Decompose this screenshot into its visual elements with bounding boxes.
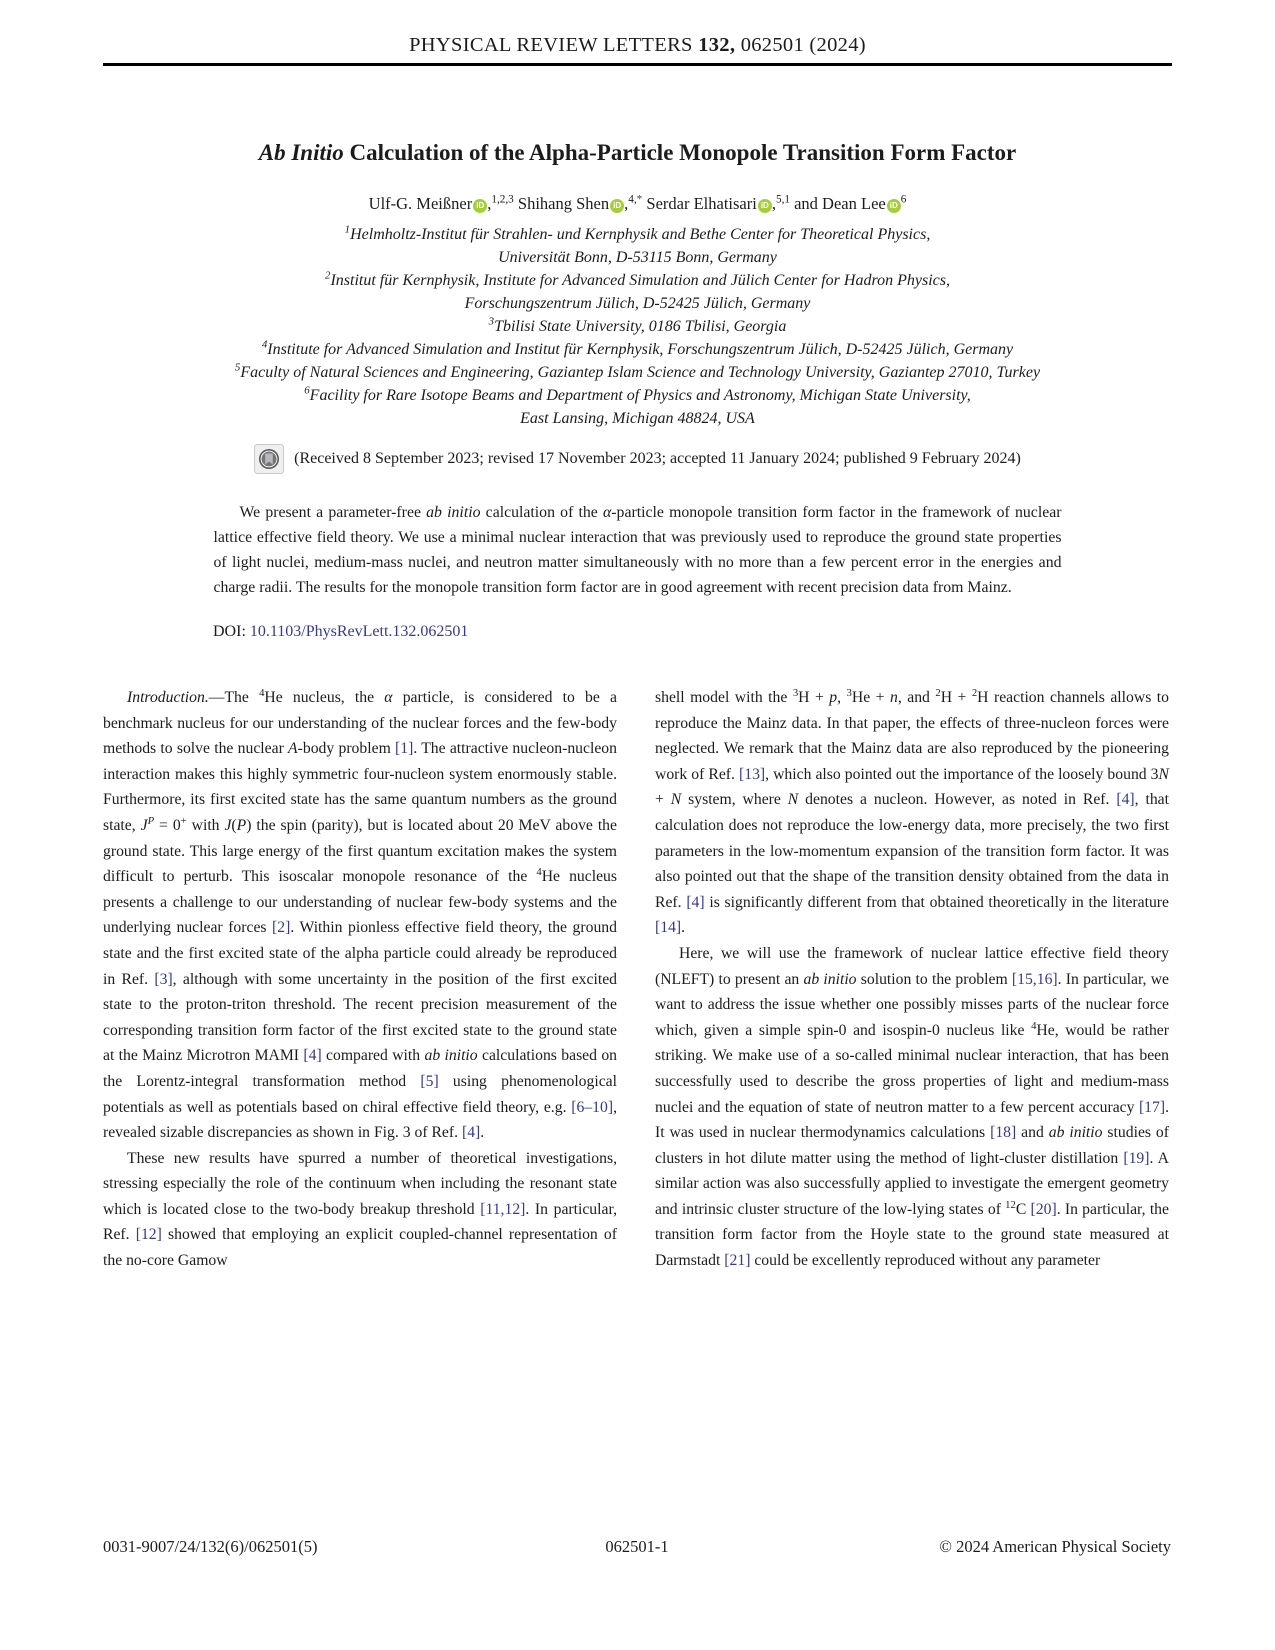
citation-link[interactable]: [4] bbox=[461, 1124, 481, 1142]
affiliation-line: $^6$Facility for Rare Isotope Beams and Department of Physics and Astronomy, Michigan State University, bbox=[304, 384, 971, 404]
right-column bbox=[655, 685, 1169, 1274]
citation-link[interactable]: [2] bbox=[272, 919, 291, 937]
footnote-asterisk-link[interactable]: * bbox=[636, 193, 643, 206]
citation-link[interactable]: [1] bbox=[395, 740, 414, 758]
citation-link[interactable]: [14] bbox=[655, 919, 682, 937]
doi-line bbox=[213, 623, 1172, 641]
citation-link[interactable]: [6–10] bbox=[571, 1098, 614, 1116]
affiliations bbox=[103, 223, 1172, 430]
header-rule bbox=[103, 63, 1172, 66]
paragraph: These new results have spurred a number of theoretical investigations, stressing especially the role of the continuum when including the resonant state which is located close to the two-body breakup threshold [11,12]. In particular, Ref. [12] showed that employing an explicit coupled-channel representation of the no-core Gamow bbox=[103, 1149, 617, 1270]
body-columns bbox=[103, 685, 1172, 1274]
citation-link[interactable]: [4] bbox=[303, 1047, 322, 1065]
paragraph: Here, we will use the framework of nuclear lattice effective field theory (NLEFT) to present an ab initio solution to the problem [15,16]. In particular, we want to address the issue whether one possibly misses parts of the nuclear force which, given a simple spin-0 and isospin-0 nucleus like $^4$He, would be rather striking. We make use of a so-called minimal nuclear interaction, that has been successfully used to describe the gross properties of light and medium-mass nuclei and the equation of state of neutron matter to a few percent accuracy [17]. It was used in nuclear thermodynamics calculations [18] and ab initio studies of clusters in hot dilute matter using the method of light-cluster distillation [19]. A similar action was also successfully applied to investigate the emergent geometry and intrinsic cluster structure of the low-lying states of $^{12}$C [20]. In particular, the transition form factor from the Hoyle state to the ground state measured at Darmstadt [21] could be excellently reproduced without any parameter bbox=[655, 944, 1170, 1270]
orcid-icon[interactable]: iD bbox=[758, 199, 772, 213]
journal-header: PHYSICAL REVIEW LETTERS 132, 062501 (2024) bbox=[409, 34, 866, 56]
citation-link[interactable]: [15,16] bbox=[1011, 970, 1058, 988]
footer bbox=[103, 1537, 1171, 1557]
copyright-notice: © 2024 American Physical Society bbox=[939, 1537, 1171, 1556]
orcid-icon[interactable]: iD bbox=[473, 199, 487, 213]
paragraph-introduction: Introduction.—The $^4$He nucleus, the α particle, is considered to be a benchmark nucleus for our understanding of the nuclear forces and the few-body methods to solve the nuclear A-body problem [1]. The attractive nucleon-nucleon interaction makes this highly symmetric four-nucleon system enormously stable. Furthermore, its first excited state has the same quantum numbers as the ground state, $J^P = 0^+$ with J(P) the spin (parity), but is located about 20 MeV above the ground state. This large energy of the first quantum excitation makes the system difficult to perturb. This isoscalar monopole resonance of the $^4$He nucleus presents a challenge to our understanding of nuclear few-body systems and the underlying nuclear forces [2]. Within pionless effective field theory, the ground state and the first excited state of the alpha particle could already be reproduced in Ref. [3], although with some uncertainty in the position of the first excited state to the proton-triton threshold. The recent precision measurement of the corresponding transition form factor of the first excited state to the ground state at the Mainz Microtron MAMI [4] compared with ab initio calculations based on the Lorentz-integral transformation method [5] using phenomenological potentials as well as potentials based on chiral effective field theory, e.g. [6–10], revealed sizable discrepancies as shown in Fig. 3 of Ref. [4]. bbox=[103, 686, 618, 1142]
citation-link[interactable]: [20] bbox=[1030, 1200, 1057, 1218]
citation-link[interactable]: [4] bbox=[686, 893, 705, 911]
doi-link[interactable]: 10.1103/PhysRevLett.132.062501 bbox=[249, 623, 469, 640]
citation-link[interactable]: [5] bbox=[420, 1072, 439, 1090]
affiliation-line: $^5$Faculty of Natural Sciences and Engineering, Gaziantep Islam Science and Technology University, Gaziantep 27010, Turkey bbox=[234, 361, 1041, 381]
affiliation-line: Forschungszentrum Jülich, D-52425 Jülich, Germany bbox=[464, 295, 811, 312]
issn-code: 0031-9007/24/132(6)/062501(5) bbox=[103, 1537, 318, 1556]
citation-link[interactable]: [18] bbox=[990, 1124, 1017, 1142]
citation-link[interactable]: [4] bbox=[1116, 791, 1135, 809]
affiliation-line: East Lansing, Michigan 48824, USA bbox=[520, 410, 755, 427]
left-column bbox=[103, 685, 617, 1274]
citation-link[interactable]: [11,12] bbox=[480, 1200, 526, 1218]
affiliation-line: $^4$Institute for Advanced Simulation and Institut für Kernphysik, Forschungszentrum Jülich, D-52425 Jülich, Germany bbox=[261, 338, 1014, 358]
affiliation-line: $^2$Institut für Kernphysik, Institute for Advanced Simulation and Jülich Center for Hadron Physics, bbox=[325, 269, 950, 289]
doi-label: DOI: bbox=[213, 623, 250, 640]
orcid-icon[interactable]: iD bbox=[887, 199, 901, 213]
citation-link[interactable]: [17] bbox=[1138, 1098, 1166, 1116]
authors-line: Ulf-G. Meißner iD ,$^{1,2,3}$ Shihang Shen iD ,$^{4,*}$ Serdar Elhatisari iD ,$^{5,1}$ and Dean Lee iD $^6$ bbox=[368, 193, 907, 213]
citation-link[interactable]: [3] bbox=[154, 970, 173, 988]
paper-title: Ab Initio Calculation of the Alpha-Particle Monopole Transition Form Factor bbox=[258, 140, 1017, 165]
orcid-icon[interactable]: iD bbox=[610, 199, 624, 213]
affiliation-line: $^1$Helmholtz-Institut für Strahlen- und Kernphysik and Bethe Center for Theoretical Physics, bbox=[344, 223, 931, 243]
received-row bbox=[103, 444, 1172, 474]
citation-link[interactable]: [21] bbox=[724, 1252, 751, 1270]
citation-link[interactable]: [19] bbox=[1123, 1149, 1150, 1167]
affiliation-line: $^3$Tbilisi State University, 0186 Tbilisi, Georgia bbox=[488, 315, 787, 335]
citation-link[interactable]: [13] bbox=[739, 765, 766, 783]
page-number: 062501-1 bbox=[605, 1537, 669, 1556]
abstract: We present a parameter-free ab initio calculation of the α-particle monopole transition form factor in the framework of nuclear lattice effective field theory. We use a minimal nuclear interaction that was previously used to reproduce the ground state properties of light nuclei, medium-mass nuclei, and neutron matter simultaneously with no more than a few percent error in the energies and charge radii. The results for the monopole transition form factor are in good agreement with recent precision data from Mainz. bbox=[213, 504, 1062, 596]
crossmark-icon[interactable] bbox=[254, 444, 284, 474]
paragraph-continuation: shell model with the $^3$H + p, $^3$He + n, and $^2$H + $^2$H reaction channels allows to reproduce the Mainz data. In that paper, the effects of three-nucleon forces were neglected. We remark that the Mainz data are also reproduced by the pioneering work of Ref. [13], which also pointed out the importance of the loosely bound 3N + N system, where N denotes a nucleon. However, as noted in Ref. [4], that calculation does not reproduce the low-energy data, more precisely, the two first parameters in the low-momentum expansion of the transition form factor. It was also pointed out that the shape of the transition density obtained from the data in Ref. [4] is significantly different from that obtained theoretically in the literature [14]. bbox=[655, 686, 1170, 937]
citation-link[interactable]: [12] bbox=[135, 1226, 162, 1244]
affiliation-line: Universität Bonn, D-53115 Bonn, Germany bbox=[498, 249, 777, 266]
received-dates: (Received 8 September 2023; revised 17 November 2023; accepted 11 January 2024; published 9 February 2024) bbox=[294, 450, 1021, 467]
